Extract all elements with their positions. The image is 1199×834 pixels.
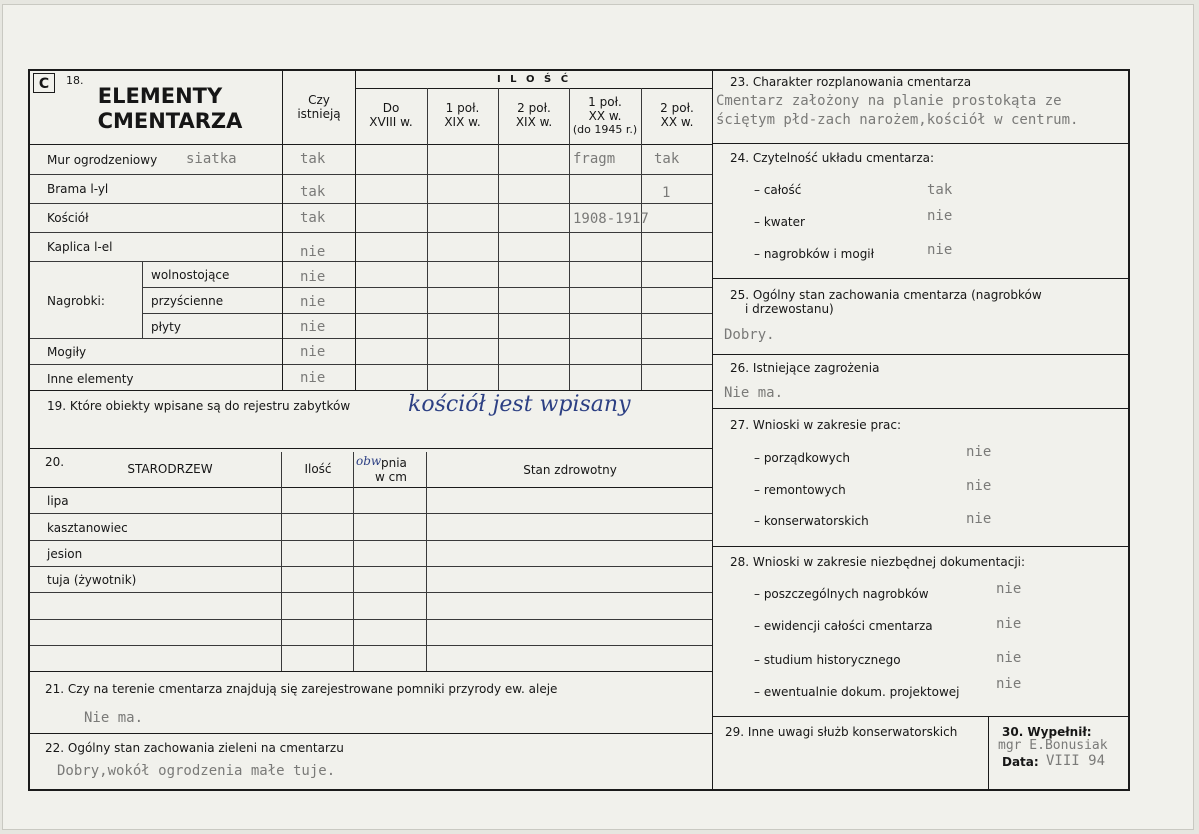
col-exists-line1: Czy — [308, 93, 330, 107]
section-number: 18. — [66, 74, 84, 87]
col-ilosc-header: I L O Ś Ć — [496, 74, 572, 85]
q26-bottom-line — [712, 408, 1128, 409]
q24-label: 24. Czytelność układu cmentarza: — [730, 151, 935, 165]
q25-bottom-line — [712, 354, 1128, 355]
row-label-kosciol: Kościół — [47, 211, 89, 225]
col-c4-line1: 1 poł. — [588, 95, 622, 109]
q27-bottom-line — [712, 546, 1128, 547]
col-c4-line2: XX w. — [588, 109, 622, 123]
col-c5-line2: XX w. — [660, 115, 694, 129]
q20-number: 20. — [45, 455, 65, 469]
col-line — [498, 88, 499, 390]
q26-label: 26. Istniejące zagrożenia — [730, 361, 880, 375]
row-line — [30, 592, 712, 593]
q28-bottom-line — [712, 716, 1128, 717]
q23-answer-line1: Cmentarz założony na planie prostokąta ze — [716, 93, 1062, 109]
q25-answer: Dobry. — [724, 327, 775, 343]
row-label-inne: Inne elementy — [47, 372, 134, 386]
inne-exists: nie — [300, 370, 326, 386]
q28-d-label: – ewentualnie dokum. projektowej — [754, 685, 960, 699]
col-line — [353, 452, 354, 671]
q19-handwritten-answer: kościół jest wpisany — [408, 392, 631, 417]
col-c1-line2: XVIII w. — [369, 115, 413, 129]
row-label-kaplica: Kaplica l-el — [47, 240, 113, 254]
mur-note: siatka — [186, 151, 237, 167]
q29-label: 29. Inne uwagi służb konserwatorskich — [725, 725, 958, 739]
row-line — [30, 338, 712, 339]
brama-exists: tak — [300, 184, 326, 200]
brama-c5: 1 — [662, 185, 671, 201]
mur-exists: tak — [300, 151, 326, 167]
q28-a-label: – poszczególnych nagrobków — [754, 587, 929, 601]
header-bottom-line — [30, 144, 712, 145]
row-line — [30, 619, 712, 620]
row-label-przyscienne: przyścienne — [151, 294, 224, 308]
row-line — [30, 174, 712, 175]
q29-q30-divider — [988, 716, 989, 790]
q24-bottom-line — [712, 278, 1128, 279]
col-line — [355, 70, 356, 390]
q20-col-obw-line2: w cm — [375, 470, 407, 484]
q20-col-obw-handwritten: obw — [356, 454, 382, 468]
q27-b-label: – remontowych — [754, 483, 846, 497]
q24-a-label: – całość — [754, 183, 802, 197]
q30-date-label: Data: — [1002, 755, 1039, 769]
col-c3-line2: XIX w. — [515, 115, 553, 129]
section-title-line2: CMENTARZA — [97, 109, 243, 133]
col-c1-line1: Do — [382, 101, 400, 115]
kosciol-exists: tak — [300, 210, 326, 226]
kaplica-exists: nie — [300, 244, 326, 260]
q26-answer: Nie ma. — [724, 385, 784, 401]
ilosc-underline — [356, 88, 712, 89]
row-label-plyty: płyty — [151, 320, 181, 334]
col-line — [281, 452, 282, 671]
kosciol-c4: 1908-1917 — [573, 211, 649, 227]
q20-header-line — [30, 487, 712, 488]
mogily-exists: nie — [300, 344, 326, 360]
q27-b-value: nie — [966, 478, 992, 494]
q25-label-line2: i drzewostanu) — [745, 302, 834, 316]
q28-c-label: – studium historycznego — [754, 653, 901, 667]
q27-c-value: nie — [966, 511, 992, 527]
row-line — [30, 645, 712, 646]
col-line — [641, 88, 642, 390]
q24-a-value: tak — [927, 182, 953, 198]
q20-bottom-line — [30, 671, 712, 672]
q28-d-value: nie — [996, 676, 1022, 692]
section-title-line1: ELEMENTY — [97, 84, 223, 108]
przyscienne-exists: nie — [300, 294, 326, 310]
row-line — [30, 261, 712, 262]
row-line — [30, 203, 712, 204]
q23-bottom-line — [712, 143, 1128, 144]
wolnostojace-exists: nie — [300, 269, 326, 285]
col-exists-line2: istnieją — [297, 107, 341, 121]
row-label-nagrobki: Nagrobki: — [47, 294, 105, 308]
row-label-mur: Mur ogrodzeniowy — [47, 153, 158, 167]
section18-bottom-line — [30, 390, 712, 391]
section-letter-box: C — [33, 73, 55, 93]
q30-label: 30. Wypełnił: — [1002, 725, 1092, 739]
col-line — [569, 88, 570, 390]
q27-a-value: nie — [966, 444, 992, 460]
q25-label-line1: 25. Ogólny stan zachowania cmentarza (nagrobków — [730, 288, 1042, 302]
row-line — [30, 566, 712, 567]
q28-label: 28. Wnioski w zakresie niezbędnej dokumentacji: — [730, 555, 1026, 569]
row-label-mogily: Mogiły — [47, 345, 87, 359]
q20-title: STARODRZEW — [127, 462, 213, 476]
row-line — [30, 513, 712, 514]
q21-answer: Nie ma. — [84, 710, 144, 726]
col-c3-line1: 2 poł. — [517, 101, 551, 115]
q20-col-obw-line1: pnia — [381, 456, 407, 470]
row-line — [30, 232, 712, 233]
col-line — [426, 452, 427, 671]
q22-label: 22. Ogólny stan zachowania zieleni na cmentarzu — [45, 741, 344, 755]
row-label-wolnostojace: wolnostojące — [151, 268, 230, 282]
mur-c4: fragm — [573, 151, 616, 167]
q21-label: 21. Czy na terenie cmentarza znajdują się zarejestrowane pomniki przyrody ew. aleje — [45, 682, 558, 696]
mur-c5: tak — [654, 151, 680, 167]
q24-b-value: nie — [927, 208, 953, 224]
q27-c-label: – konserwatorskich — [754, 514, 869, 528]
plyty-exists: nie — [300, 319, 326, 335]
tree-jesion: jesion — [47, 547, 83, 561]
q20-col-stan: Stan zdrowotny — [523, 463, 617, 477]
q27-label: 27. Wnioski w zakresie prac: — [730, 418, 902, 432]
tree-kasztanowiec: kasztanowiec — [47, 521, 128, 535]
col-c2-line1: 1 poł. — [445, 101, 480, 115]
q30-name: mgr E.Bonusiak — [998, 738, 1108, 753]
tree-lipa: lipa — [47, 494, 69, 508]
q28-b-value: nie — [996, 616, 1022, 632]
q28-c-value: nie — [996, 650, 1022, 666]
q19-label: 19. Które obiekty wpisane są do rejestru zabytków — [47, 399, 351, 413]
q20-col-ilosc: Ilość — [304, 462, 332, 476]
col-line — [282, 70, 283, 390]
col-line — [142, 261, 143, 338]
q19-bottom-line — [30, 448, 712, 449]
q24-c-label: – nagrobków i mogił — [754, 247, 875, 261]
q22-answer: Dobry,wokół ogrodzenia małe tuje. — [57, 763, 336, 779]
row-label-brama: Brama l-yl — [47, 182, 109, 196]
col-c2-line2: XIX w. — [444, 115, 481, 129]
row-line — [30, 540, 712, 541]
tree-tuja: tuja (żywotnik) — [47, 573, 137, 587]
col-line — [427, 88, 428, 390]
q27-a-label: – porządkowych — [754, 451, 850, 465]
row-line — [30, 364, 712, 365]
column-divider — [712, 70, 713, 790]
q23-answer-line2: ściętym płd-zach narożem,kościół w centrum. — [716, 112, 1079, 128]
q23-label: 23. Charakter rozplanowania cmentarza — [730, 75, 972, 89]
col-c5-line1: 2 poł. — [660, 101, 694, 115]
q28-b-label: – ewidencji całości cmentarza — [754, 619, 933, 633]
q28-a-value: nie — [996, 581, 1022, 597]
q21-bottom-line — [30, 733, 712, 734]
col-c4-line3: (do 1945 r.) — [572, 123, 638, 136]
q24-c-value: nie — [927, 242, 953, 258]
q24-b-label: – kwater — [754, 215, 805, 229]
q30-date: VIII 94 — [1046, 753, 1106, 769]
